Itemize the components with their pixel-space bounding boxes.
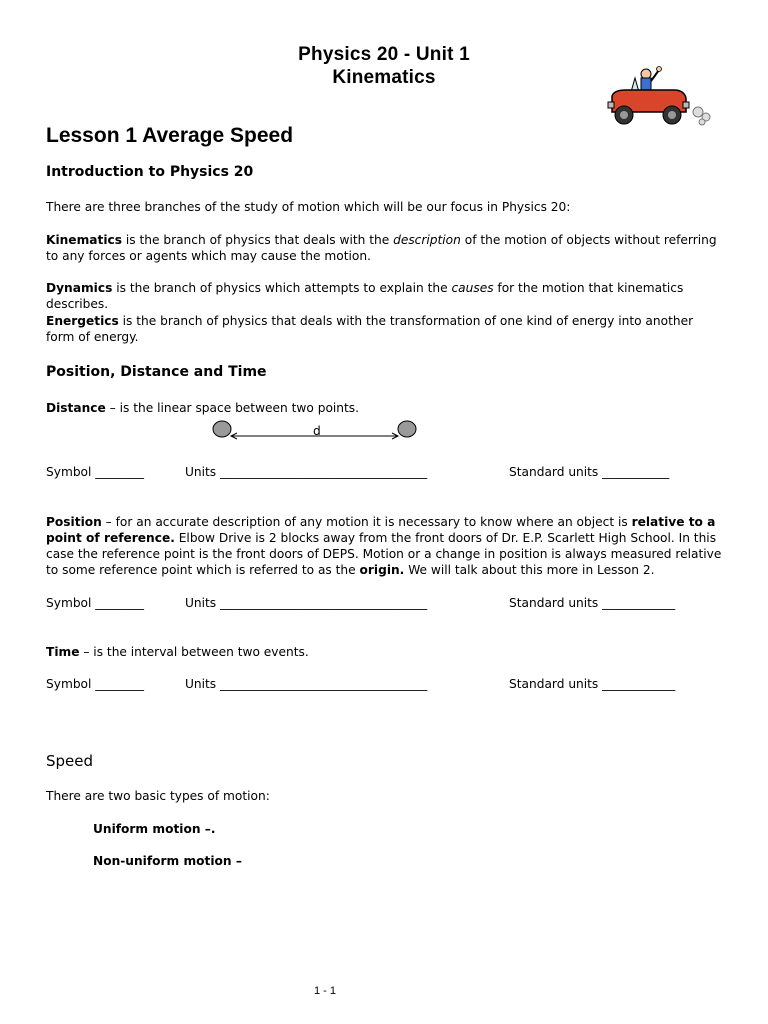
distance-standard-units-blank: Standard units ___________ [509,465,670,479]
intro-lead: There are three branches of the study of motion which will be our focus in Physics 20: [46,200,571,214]
dynamics-text-b: for the motion that kinematics describes. [46,281,684,311]
distance-symbol-label: d [313,424,321,438]
time-term: Time [46,645,80,659]
position-text-c: We will talk about this more in Lesson 2. [408,563,655,577]
speed-lead: There are two basic types of motion: [46,789,270,803]
time-symbol-blank: Symbol ________ [46,677,145,691]
time-units-blank: Units __________________________________ [185,677,428,691]
uniform-motion-label: Uniform motion –. [93,822,216,836]
kinematics-definition [46,232,722,264]
distance-text: – is the linear space between two points. [109,401,360,415]
position-origin: origin. [359,563,405,577]
page-number: 1 - 1 [313,985,336,997]
unit-subtitle: Kinematics [332,67,436,88]
car-clipart-icon [604,62,714,130]
unit-title: Physics 20 - Unit 1 [298,44,470,65]
energetics-text: is the branch of physics that deals with the transformation of one kind of energy into another form of energy. [46,314,694,344]
speed-heading: Speed [46,752,94,770]
energetics-definition [46,313,722,345]
intro-heading: Introduction to Physics 20 [46,164,254,180]
nonuniform-motion-label: Non-uniform motion – [93,854,242,868]
kinematics-term: Kinematics [46,233,122,247]
distance-definition [46,400,722,416]
dynamics-emphasis: causes [451,281,494,295]
position-term: Position [46,515,102,529]
kinematics-text-b: of the motion of objects without referring to any forces or agents which may cause the motion. [46,233,717,263]
position-standard-units-blank: Standard units ____________ [509,596,676,610]
distance-units-blank: Units __________________________________ [185,465,428,479]
time-text: – is the interval between two events. [83,645,309,659]
distance-symbol-blank: Symbol ________ [46,465,145,479]
time-standard-units-blank: Standard units ____________ [509,677,676,691]
lesson-title: Lesson 1 Average Speed [46,124,294,147]
position-heading: Position, Distance and Time [46,364,267,380]
position-text-b: Elbow Drive is 2 blocks away from the front doors of Dr. E.P. Scarlett High School. In this case the reference point is the front doors of DEPS. Motion or a change in position is always measured relative to some reference point which is referred to as the [46,531,722,577]
distance-term: Distance [46,401,106,415]
dynamics-definition [46,280,722,312]
time-definition [46,644,722,660]
position-bold-phrase: relative to a point of reference. [46,515,716,545]
position-text-a: – for an accurate description of any motion it is necessary to know where an object is [105,515,628,529]
dynamics-text-a: is the branch of physics which attempts to explain the [116,281,448,295]
position-definition [46,514,722,578]
dynamics-term: Dynamics [46,281,113,295]
kinematics-emphasis: description [393,233,461,247]
position-symbol-blank: Symbol ________ [46,596,145,610]
position-units-blank: Units __________________________________ [185,596,428,610]
energetics-term: Energetics [46,314,119,328]
kinematics-text-a: is the branch of physics that deals with the [125,233,390,247]
